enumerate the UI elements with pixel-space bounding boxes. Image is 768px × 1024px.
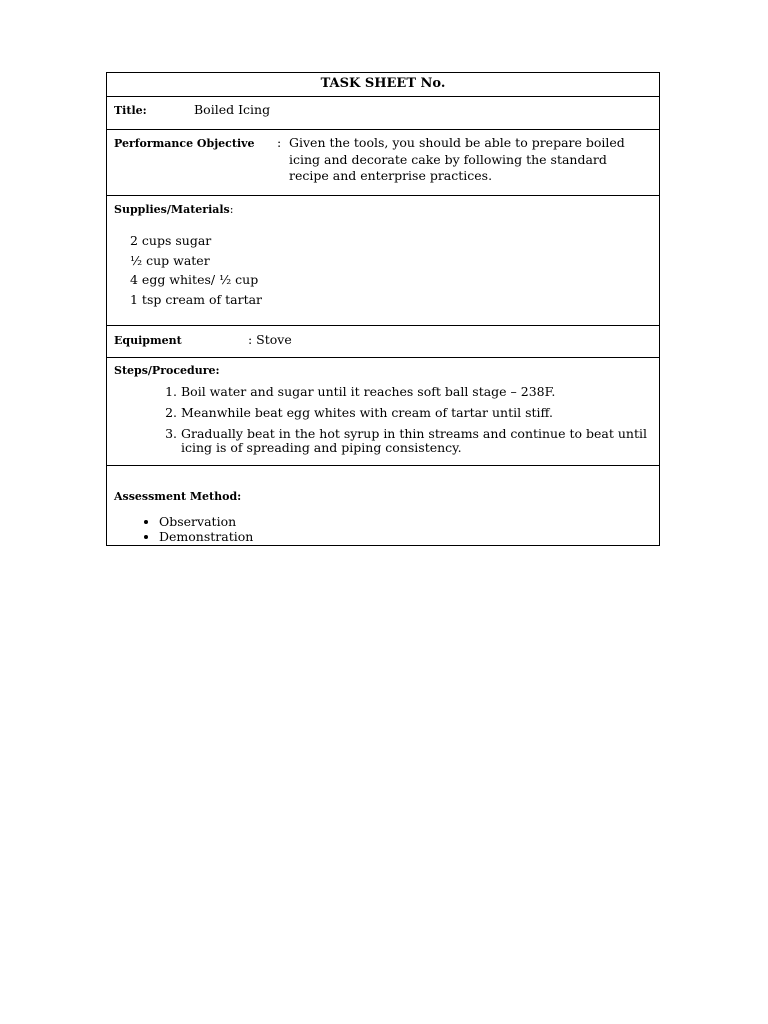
task-sheet-title: TASK SHEET No. [320, 76, 446, 91]
title-row [107, 96, 659, 129]
steps-list [159, 385, 661, 462]
supplies-materials-label-text: Supplies/Materials [114, 203, 230, 216]
task-sheet-header [107, 73, 659, 96]
supply-item: 4 egg whites/ ½ cup [130, 272, 259, 287]
supplies-materials-row [107, 195, 659, 325]
assessment-list [137, 514, 253, 544]
steps-procedure-row [107, 357, 659, 465]
performance-objective-text: Given the tools, you should be able to prepare boiled icing and decorate cake by following the standard recipe and enterprise practices. [289, 135, 625, 183]
performance-objective-row [107, 129, 659, 195]
supplies-list [130, 231, 262, 309]
equipment-value: : Stove [248, 332, 292, 347]
equipment-row [107, 325, 659, 357]
equipment-label: Equipment [114, 334, 182, 347]
title-value: Boiled Icing [194, 102, 271, 117]
supplies-materials-label [114, 203, 233, 216]
steps-procedure-label: Steps/Procedure: [114, 364, 220, 377]
supply-item: ½ cup water [130, 252, 210, 268]
step-item: 2. Meanwhile beat egg whites with cream of tartar until stiff. [181, 406, 661, 420]
task-sheet-table [106, 72, 660, 546]
supply-item: 2 cups sugar [130, 233, 212, 248]
supplies-materials-colon: : [229, 203, 234, 216]
assessment-item: • Demonstration [159, 529, 253, 544]
assessment-method-row [107, 465, 659, 545]
performance-objective-label: Performance Objective [114, 137, 255, 150]
supply-item: 1 tsp cream of tartar [130, 291, 263, 307]
assessment-item: • Observation [159, 514, 253, 529]
title-label: Title: [114, 104, 147, 117]
assessment-method-label: Assessment Method: [114, 490, 242, 503]
performance-objective-colon: : [277, 135, 282, 150]
step-item: 3. Gradually beat in the hot syrup in thin streams and continue to beat until icing is of spreading and piping consistency. [181, 427, 661, 455]
step-item: 1. Boil water and sugar until it reaches soft ball stage – 238F. [181, 385, 661, 399]
